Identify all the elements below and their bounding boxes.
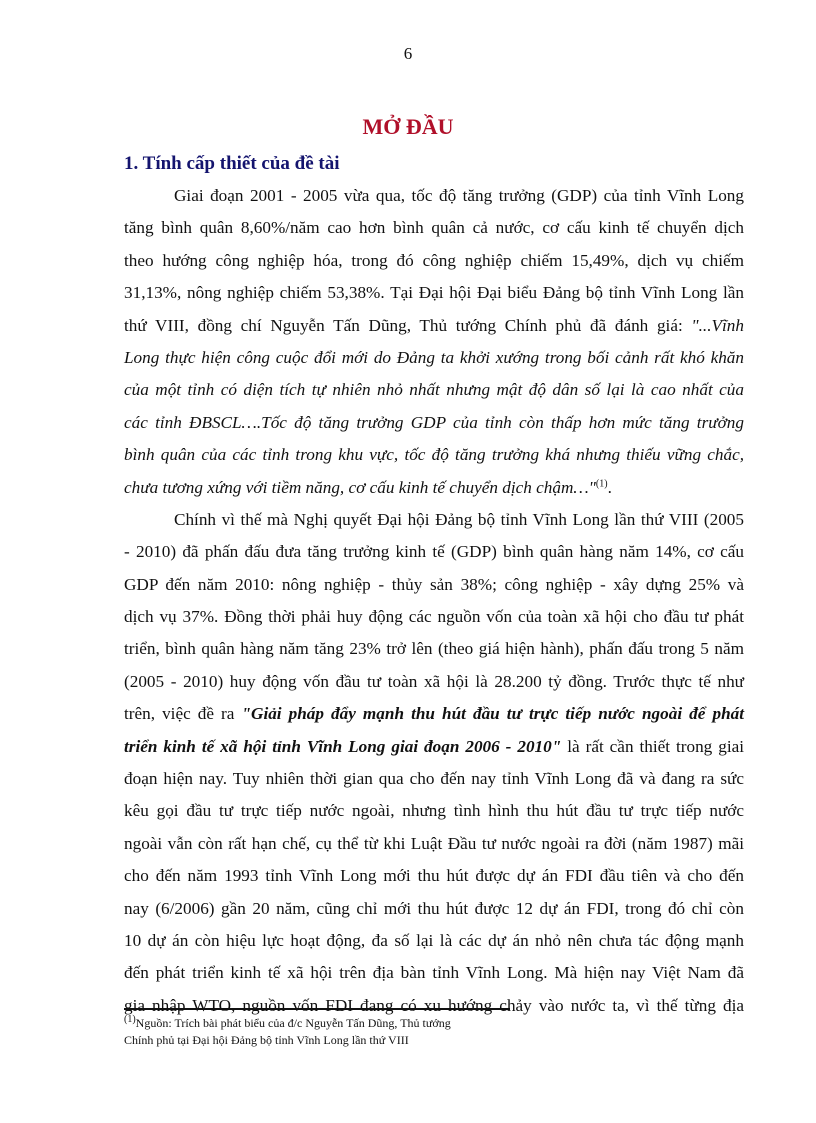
quote-text: chưa tương xứng với tiềm năng, cơ cấu kinh tế chuyển dịch chậm…" [124, 477, 596, 497]
page-number: 6 [403, 44, 413, 63]
text-line [124, 731, 744, 763]
text-run: . [607, 477, 612, 497]
quote-line [124, 472, 744, 504]
text-line: kêu gọi đầu tư trực tiếp nước ngoài, nhưng tình hình thu hút đầu tư trực tiếp nước [124, 801, 744, 821]
text-run: trên, việc đề ra [124, 704, 242, 724]
quote-line: Long thực hiện công cuộc đổi mới do Đảng ta khởi xướng trong bối cảnh rất khó khăn [124, 347, 744, 367]
text-line: 31,13%, nông nghiệp chiếm 53,38%. Tại Đại hội Đại biểu Đảng bộ tỉnh Vĩnh Long lần [124, 283, 744, 303]
text-line: - 2010) đã phấn đấu đưa tăng trưởng kinh tế (GDP) bình quân hàng năm 14%, cơ cấu [124, 542, 744, 562]
text-line: ngoài vẫn còn rất hạn chế, cụ thể từ khi Luật Đầu tư nước ngoài ra đời (năm 1987) mãi [124, 833, 744, 853]
quote-line: bình quân của các tỉnh trong khu vực, tốc độ tăng trưởng khá nhưng thiếu vững chắc, [124, 445, 744, 465]
text-line: cho đến năm 1993 tỉnh Vĩnh Long mới thu hút được dự án FDI đầu tiên và cho đến [124, 866, 744, 886]
section-heading: 1. Tính cấp thiết của đề tài [124, 153, 340, 174]
text-line: nay (6/2006) gần 20 năm, cũng chỉ mới thu hút được 12 dự án FDI, trong đó chỉ còn [124, 898, 744, 918]
text-line: dịch vụ 37%. Đồng thời phải huy động các nguồn vốn của toàn xã hội cho đầu tư phát [124, 607, 744, 627]
text-run: là rất cần thiết trong giai [561, 736, 745, 756]
text-line: Chính vì thế mà Nghị quyết Đại hội Đảng bộ tỉnh Vĩnh Long lần thứ VIII (2005 [174, 509, 744, 529]
emphasis-text: triển kinh tế xã hội tỉnh Vĩnh Long giai đoạn 2006 - 2010" [124, 736, 562, 756]
footnote-divider [124, 1008, 510, 1010]
text-line: (2005 - 2010) huy động vốn đầu tư toàn xã hội là 28.200 tỷ đồng. Trước thực tế như [124, 671, 744, 691]
text-line [124, 310, 744, 342]
footnote [124, 1015, 744, 1049]
text-line [124, 698, 744, 730]
text-line: đến phát triển kinh tế xã hội trên địa bàn tỉnh Vĩnh Long. Mà hiện nay Việt Nam đã [124, 963, 744, 983]
emphasis-text: "Giải pháp đẩy mạnh thu hút đầu tư trực tiếp nước ngoài để phát [241, 704, 744, 724]
quote-line: của một tỉnh có diện tích tự nhiên nhỏ nhất nhưng mật độ dân số lại là cao nhất của [124, 380, 744, 400]
text-line: triển, bình quân hàng năm tăng 23% trở lên (theo giá hiện hành), phấn đấu trong 5 năm [124, 639, 744, 659]
text-line: theo hướng công nghiệp hóa, trong đó công nghiệp chiếm 15,49%, dịch vụ chiếm [124, 250, 744, 270]
text-line: đoạn hiện nay. Tuy nhiên thời gian qua cho đến nay tỉnh Vĩnh Long đã và đang ra sức [124, 769, 744, 789]
quote-text: "...Vĩnh [691, 315, 744, 335]
footnote-text: Nguồn: Trích bài phát biểu của đ/c Nguyễn Tấn Dũng, Thủ tướng [135, 1016, 451, 1030]
quote-line: các tỉnh ĐBSCL….Tốc độ tăng trưởng GDP của tỉnh còn thấp hơn mức tăng trưởng [124, 412, 744, 432]
text-line: Giai đoạn 2001 - 2005 vừa qua, tốc độ tăng trưởng (GDP) của tỉnh Vĩnh Long [174, 186, 744, 205]
page-title: MỞ ĐẦU [362, 114, 454, 139]
body-text [124, 180, 744, 1022]
text-line: gia nhập WTO, nguồn vốn FDI đang có xu hướng chảy vào nước ta, vì thế từng địa [124, 995, 744, 1015]
footnote-reference: (1) [595, 477, 608, 489]
text-line: tăng bình quân 8,60%/năm cao hơn bình quân cả nước, cơ cấu kinh tế chuyển dịch [124, 218, 744, 238]
text-line: 10 dự án còn hiệu lực hoạt động, đa số lại là các dự án nhỏ nên chưa tác động mạnh [124, 930, 744, 950]
footnote-line [124, 1015, 744, 1032]
text-line: GDP đến năm 2010: nông nghiệp - thủy sản 38%; công nghiệp - xây dựng 25% và [124, 574, 744, 594]
footnote-marker: (1) [124, 1014, 136, 1025]
footnote-line: Chính phủ tại Đại hội Đảng bộ tỉnh Vĩnh Long lần thứ VIII [124, 1033, 409, 1047]
text-run: thứ VIII, đồng chí Nguyễn Tấn Dũng, Thủ tướng Chính phủ đã đánh giá: [124, 315, 692, 335]
